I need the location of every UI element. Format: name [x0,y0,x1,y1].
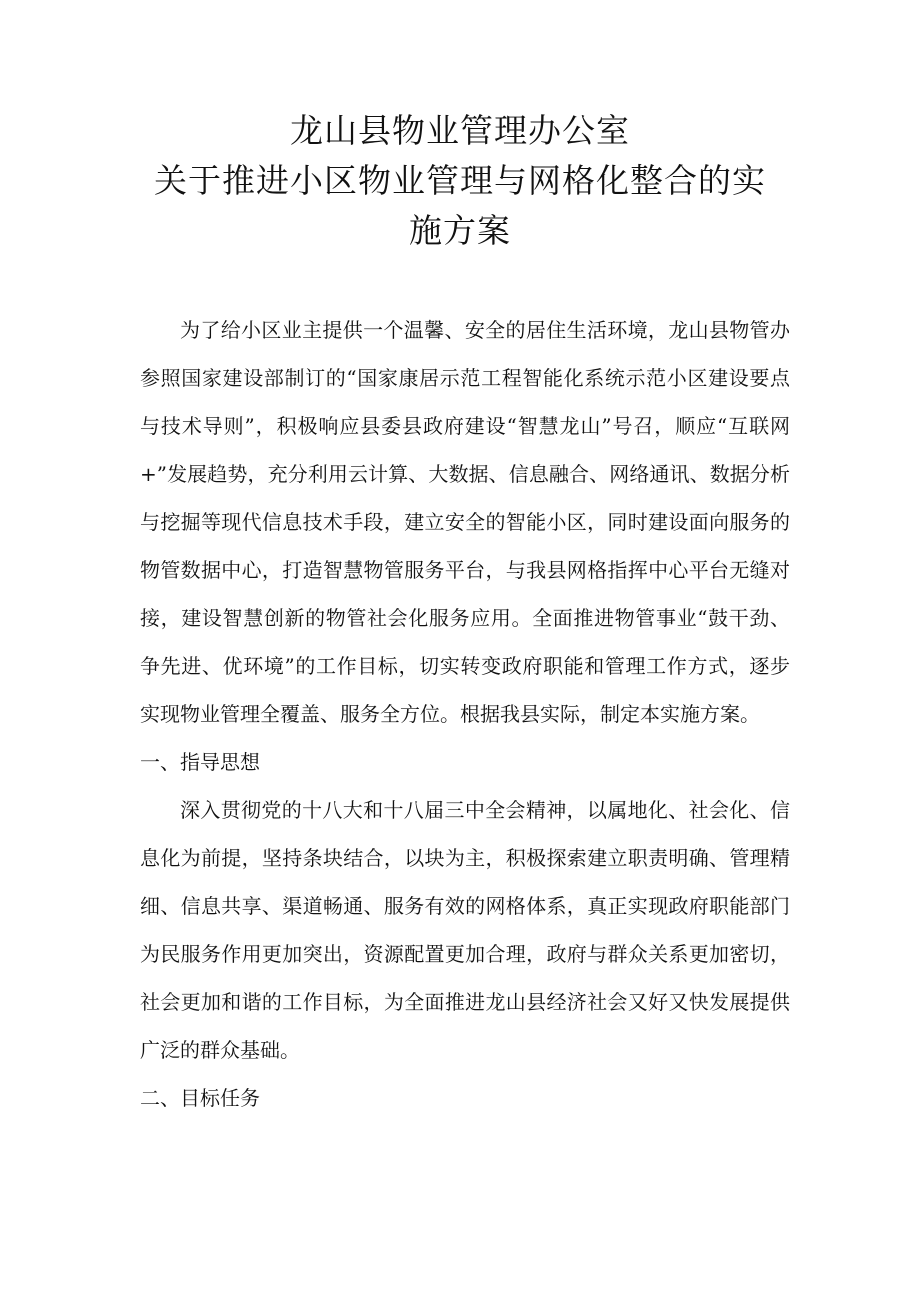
document-title [120,106,800,256]
intro-paragraph: 为了给小区业主提供一个温馨、安全的居住生活环境，龙山县物管办参照国家建设部制订的“国家康居示范工程智能化系统示范小区建设要点与技术导则”，积极响应县委县政府建设“智慧龙山”号召，顺应“互联网+”发展趋势，充分利用云计算、大数据、信息融合、网络通讯、数据分析与挖掘等现代信息技术手段，建立安全的智能小区，同时建设面向服务的物管数据中心，打造智慧物管服务平台，与我县网格指挥中心平台无缝对接，建设智慧创新的物管社会化服务应用。全面推进物管事业“鼓干劲、争先进、优环境”的工作目标，切实转变政府职能和管理工作方式，逐步实现物业管理全覆盖、服务全方位。根据我县实际，制定本实施方案。 [140,318,790,726]
section-heading-guiding-thought: 一、指导思想 [140,750,260,774]
document-body [140,306,790,1122]
title-line-2: 关于推进小区物业管理与网格化整合的实 [154,161,766,200]
title-line-3: 施方案 [409,211,511,250]
title-line-1: 龙山县物业管理办公室 [290,111,630,150]
section-heading-goals: 二、目标任务 [140,1086,260,1110]
guiding-thought-paragraph: 深入贯彻党的十八大和十八届三中全会精神，以属地化、社会化、信息化为前提，坚持条块结合，以块为主，积极探索建立职责明确、管理精细、信息共享、渠道畅通、服务有效的网格体系，真正实现政府职能部门为民服务作用更加突出，资源配置更加合理，政府与群众关系更加密切，社会更加和谐的工作目标，为全面推进龙山县经济社会又好又快发展提供广泛的群众基础。 [140,798,790,1062]
